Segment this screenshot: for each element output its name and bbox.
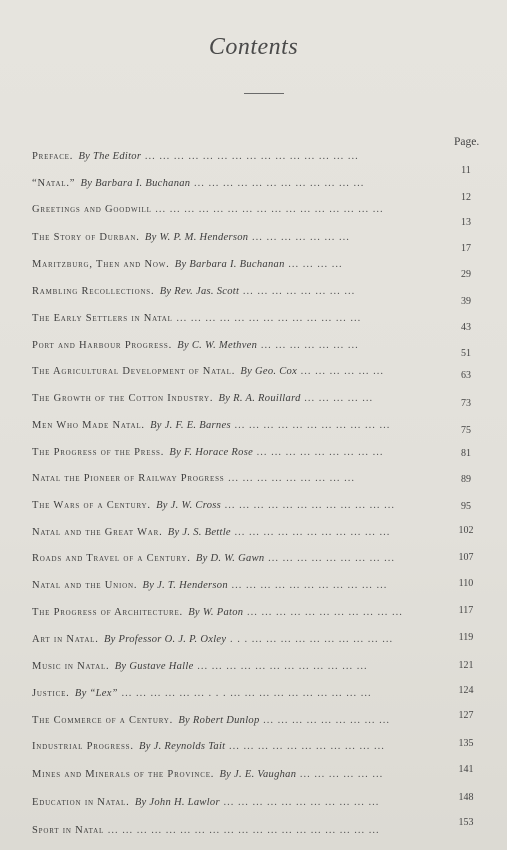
dot-leader: ... ... ... ... ... ... ... ... ...: [264, 553, 395, 564]
entry-page-number: 51: [461, 348, 471, 359]
toc-entry: [32, 658, 442, 676]
entry-author: By J. E. Vaughan: [219, 769, 297, 780]
entry-page-number: 63: [461, 370, 471, 381]
entry-page-number: 107: [458, 552, 474, 563]
entry-author: By J. S. Bettle: [167, 527, 231, 538]
dot-leader: . . . ... ... ... ... ... ... ... ... ... ...: [226, 634, 394, 645]
entry-title: Greetings and Goodwill: [32, 204, 152, 215]
entry-page-number: 95: [461, 501, 471, 512]
entry-title: Industrial Progress.: [32, 741, 134, 752]
toc-entry: [32, 604, 442, 622]
dot-leader: ... ... ... ... ... ... ... ... ...: [253, 447, 384, 458]
dot-leader: ... ... ... ... ... ... ...: [248, 232, 350, 243]
dot-leader: ... ... ... ... ... ... ... ... ... ... ... ... ... ... ... ...: [151, 204, 384, 215]
toc-entry: [32, 256, 442, 274]
dot-leader: ... ... ... ... ... ... ...: [257, 340, 359, 351]
toc-entry: [32, 738, 442, 756]
entry-title: Natal and the Great War.: [32, 527, 163, 538]
toc-entry: [32, 201, 442, 219]
toc-entry: [32, 712, 442, 730]
dot-leader: ... ... ... ... ... ... ... ... ... ... ...: [230, 527, 391, 538]
entry-title: The Progress of the Press.: [32, 447, 165, 458]
entry-author: By “Lex”: [74, 688, 118, 699]
entry-title: Natal and the Union.: [32, 580, 138, 591]
toc-entry: [32, 337, 442, 355]
entry-page-number: 121: [458, 660, 474, 671]
toc-entry: [32, 766, 442, 784]
entry-page-number: 127: [458, 710, 474, 721]
toc-entry: [32, 283, 442, 301]
toc-entry: [32, 794, 442, 812]
toc-entry: [32, 470, 442, 488]
page-column-label: Page.: [454, 136, 480, 148]
entry-page-number: 148: [458, 792, 474, 803]
dot-leader: ... ... ... ... ... ... ... ... ... ... ... ...: [193, 661, 368, 672]
entry-page-number: 89: [461, 474, 471, 485]
entry-title: The Progress of Architecture.: [32, 607, 183, 618]
entry-author: By Barbara I. Buchanan: [174, 259, 285, 270]
entry-title: The Early Settlers in Natal: [32, 313, 173, 324]
toc-entry: [32, 444, 442, 462]
entry-title: “Natal.”: [32, 178, 76, 189]
dot-leader: ... ... ... ... ... ... ... ... ... ... ... ...: [190, 178, 365, 189]
entry-author: By J. W. Cross: [156, 500, 222, 511]
entry-title: Natal the Pioneer of Railway Progress: [32, 473, 225, 484]
entry-author: By R. A. Rouillard: [218, 393, 301, 404]
entry-author: By Robert Dunlop: [178, 715, 260, 726]
dot-leader: ... ... ... ... ... ... ... ... ... ... ...: [219, 797, 380, 808]
entry-title: Roads and Travel of a Century.: [32, 553, 191, 564]
toc-entry: [32, 175, 442, 193]
dot-leader: ... ... ... ... ... ... ... ... ... ... ...: [227, 580, 388, 591]
entry-author: By The Editor: [78, 151, 142, 162]
entry-author: By W. Paton: [188, 607, 244, 618]
entry-title: Preface.: [32, 151, 74, 162]
dot-leader: ... ... ... ... ... ... ... ... ... ... ... ... ... ... ...: [141, 151, 359, 162]
entry-title: Port and Harbour Progress.: [32, 340, 172, 351]
dot-leader: ... ... ... ... ... ... . . . ... ... ... ... ... ... ... ... ... ...: [117, 688, 372, 699]
entry-page-number: 12: [461, 192, 471, 203]
entry-title: Maritzburg, Then and Now.: [32, 259, 170, 270]
dot-leader: ... ... ... ... ... ... ... ...: [239, 286, 356, 297]
entry-author: By J. T. Henderson: [142, 580, 228, 591]
toc-entry: [32, 363, 442, 381]
toc-entry: [32, 685, 442, 703]
entry-title: The Agricultural Development of Natal.: [32, 366, 236, 377]
entry-title: The Growth of the Cotton Industry.: [32, 393, 214, 404]
dot-leader: ... ... ... ... ... ... ... ... ...: [224, 473, 355, 484]
toc-entry: [32, 497, 442, 515]
entry-page-number: 17: [461, 243, 471, 254]
entry-author: By Rev. Jas. Scott: [159, 286, 240, 297]
dot-leader: ... ... ... ... ... ... ... ... ... ... ... ... ... ... ... ... ... ... ...: [104, 825, 380, 836]
entry-author: By John H. Lawlor: [134, 797, 220, 808]
dot-leader: ... ... ... ... ... ...: [297, 366, 385, 377]
dot-leader: ... ... ... ... ...: [300, 393, 374, 404]
dot-leader: ... ... ... ... ... ... ... ... ... ... ...: [230, 420, 391, 431]
dot-leader: ... ... ... ... ... ... ... ... ... ... ... ...: [221, 500, 396, 511]
dot-leader: ... ... ... ... ... ... ... ... ... ... ...: [225, 741, 385, 752]
dot-leader: ... ... ... ... ... ... ... ... ... ... ... ... ...: [172, 313, 362, 324]
entry-title: The Commerce of a Century.: [32, 715, 174, 726]
entry-page-number: 119: [458, 632, 474, 643]
entry-page-number: 102: [458, 525, 474, 536]
entry-page-number: 124: [458, 685, 474, 696]
entry-page-number: 11: [461, 165, 471, 176]
dot-leader: ... ... ... ...: [284, 259, 343, 270]
entry-title: Mines and Minerals of the Province.: [32, 769, 215, 780]
entry-page-number: 117: [458, 605, 474, 616]
entry-author: By D. W. Gawn: [195, 553, 265, 564]
toc-entry: [32, 577, 442, 595]
entry-page-number: 13: [461, 217, 471, 228]
entry-title: Sport in Natal: [32, 825, 105, 836]
toc-entry: [32, 390, 442, 408]
entry-title: The Wars of a Century.: [32, 500, 151, 511]
entry-page-number: 29: [461, 269, 471, 280]
entry-page-number: 135: [458, 738, 474, 749]
entry-author: By Gustave Halle: [114, 661, 194, 672]
toc-entry: [32, 417, 442, 435]
entry-author: By F. Horace Rose: [169, 447, 254, 458]
entry-page-number: 153: [458, 817, 474, 828]
entry-page-number: 43: [461, 322, 471, 333]
entry-author: By Barbara I. Buchanan: [80, 178, 191, 189]
entry-page-number: 73: [461, 398, 471, 409]
toc-entry: [32, 524, 442, 542]
entry-page-number: 141: [458, 764, 474, 775]
entry-title: Justice.: [32, 688, 70, 699]
entry-author: By Professor O. J. P. Oxley: [103, 634, 227, 645]
toc-entry: [32, 148, 442, 166]
entry-title: Art in Natal.: [32, 634, 99, 645]
entry-page-number: 39: [461, 296, 471, 307]
dot-leader: ... ... ... ... ... ... ... ... ...: [259, 715, 391, 726]
toc-entry: [32, 631, 442, 649]
entry-page-number: 110: [458, 578, 474, 589]
entry-author: By W. P. M. Henderson: [144, 232, 249, 243]
toc-entry: [32, 310, 442, 328]
entry-title: The Story of Durban.: [32, 232, 140, 243]
entry-page-number: 81: [461, 448, 471, 459]
entry-author: By J. F. E. Barnes: [150, 420, 231, 431]
dot-leader: ... ... ... ... ... ...: [296, 769, 384, 780]
entry-title: Rambling Recollections.: [32, 286, 155, 297]
entry-page-number: 75: [461, 425, 471, 436]
dot-leader: ... ... ... ... ... ... ... ... ... ... ...: [243, 607, 403, 618]
page-heading: Contents: [208, 34, 299, 60]
entry-author: By J. Reynolds Tait: [139, 741, 226, 752]
entry-title: Education in Natal.: [32, 797, 130, 808]
entry-title: Men Who Made Natal.: [32, 420, 145, 431]
toc-entry: [32, 229, 442, 247]
toc-entry: [32, 550, 442, 568]
entry-title: Music in Natal.: [32, 661, 110, 672]
toc-entry: [32, 822, 442, 840]
entry-author: By Geo. Cox: [240, 366, 298, 377]
entry-author: By C. W. Methven: [177, 340, 258, 351]
